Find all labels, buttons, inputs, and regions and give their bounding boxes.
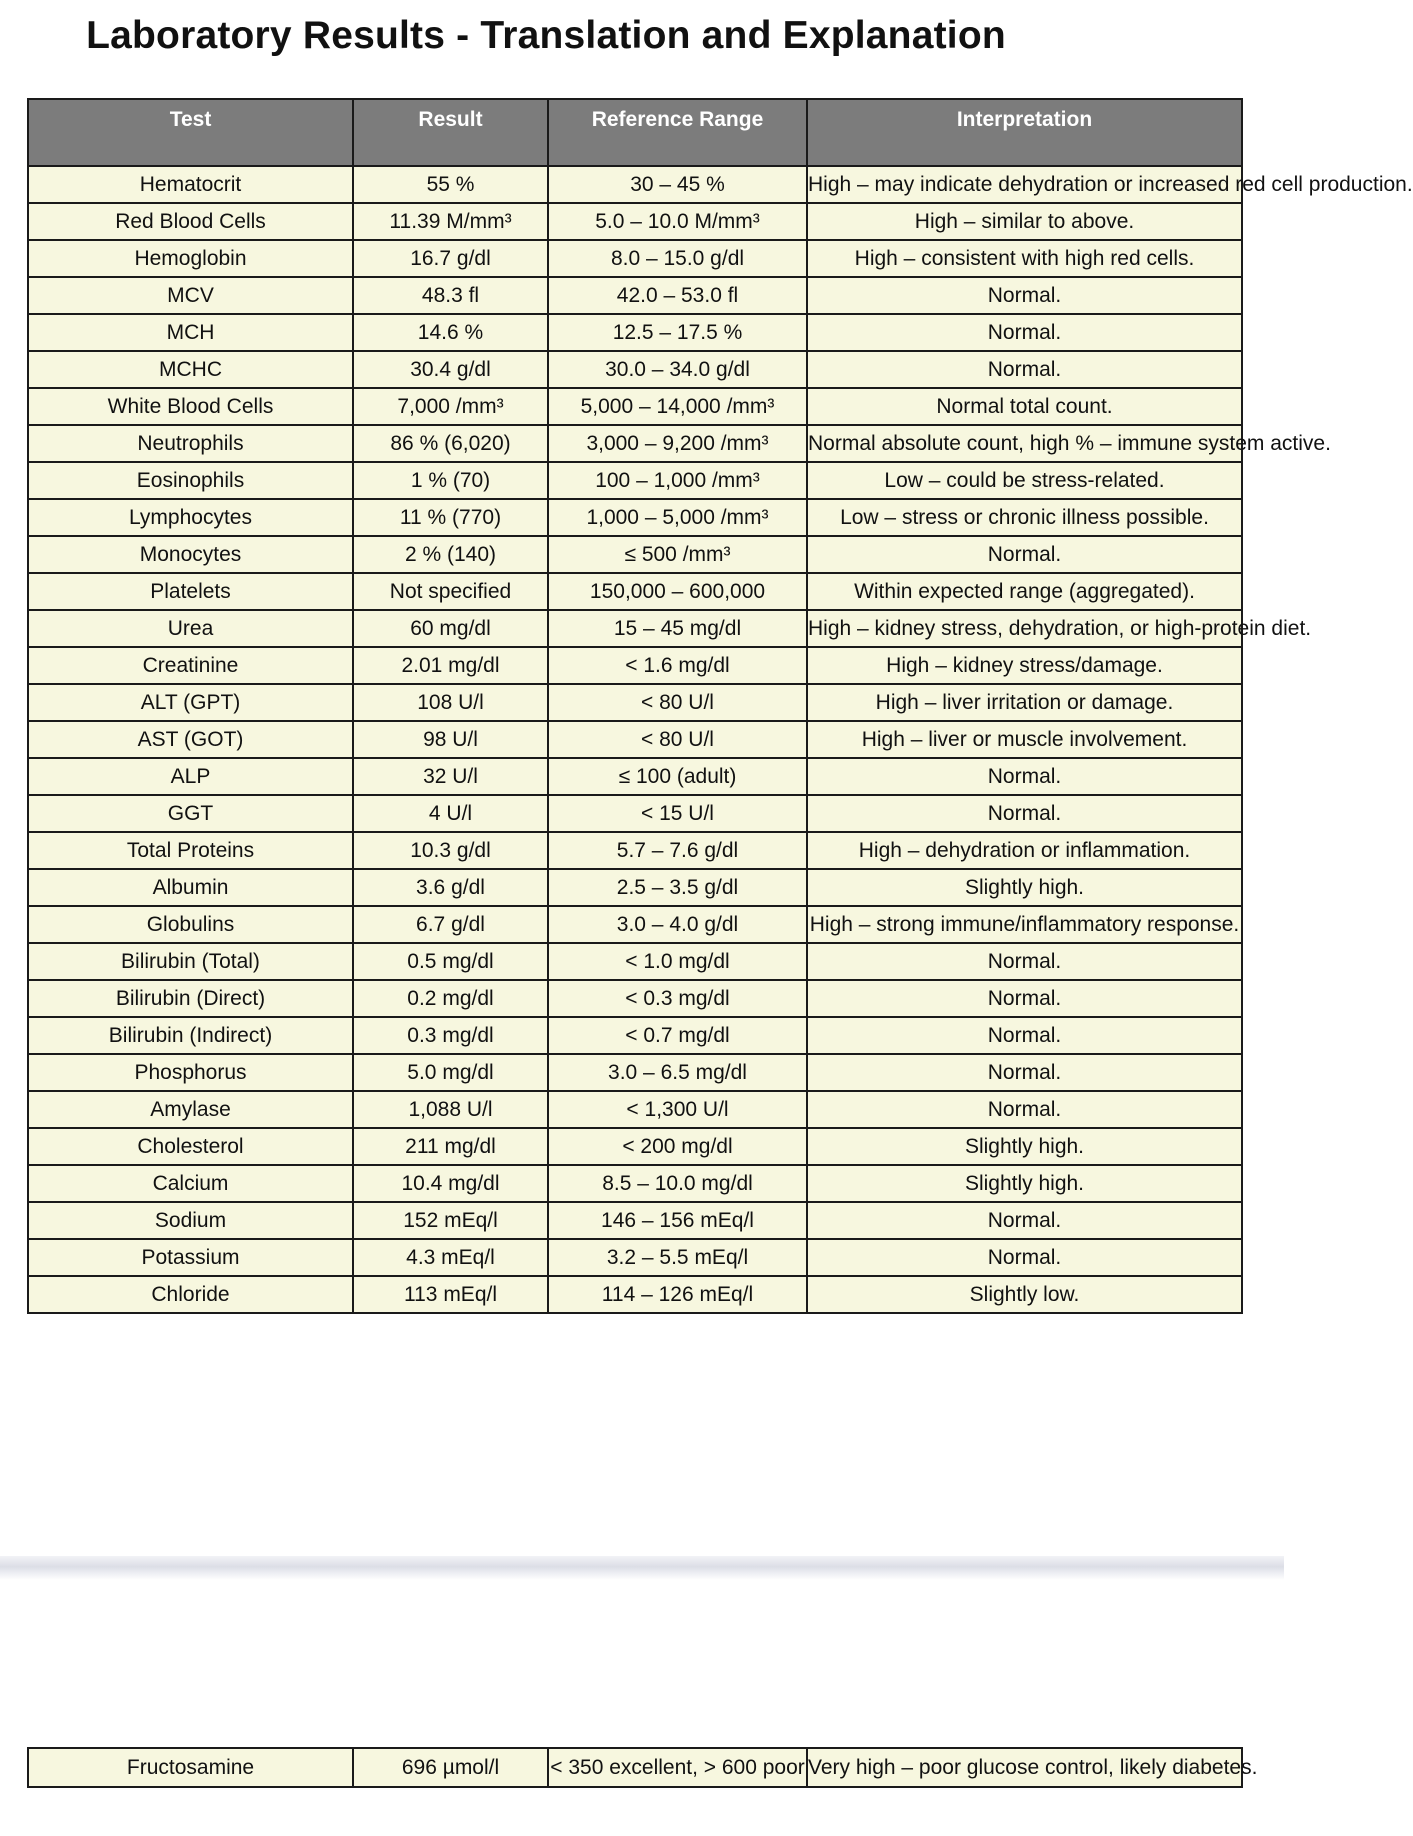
table-row [28,795,1242,832]
result-cell: 14.6 % [353,314,548,351]
interpretation-cell: Normal. [807,795,1242,832]
interpretation-cell: Slightly high. [807,1128,1242,1165]
table-row [28,388,1242,425]
test-name-cell: Bilirubin (Total) [28,943,353,980]
test-name-cell: ALT (GPT) [28,684,353,721]
table-row [28,1748,1242,1787]
test-name-cell: ALP [28,758,353,795]
reference-range-cell: < 15 U/l [548,795,807,832]
reference-range-cell: < 1,300 U/l [548,1091,807,1128]
result-cell: 55 % [353,166,548,203]
result-cell: 7,000 /mm³ [353,388,548,425]
table-row [28,203,1242,240]
table-row [28,684,1242,721]
reference-range-cell: 5.7 – 7.6 g/dl [548,832,807,869]
test-name-cell: Albumin [28,869,353,906]
table-row [28,1165,1242,1202]
test-name-cell: Hematocrit [28,166,353,203]
result-cell: 2 % (140) [353,536,548,573]
reference-range-cell: 100 – 1,000 /mm³ [548,462,807,499]
result-cell: 108 U/l [353,684,548,721]
test-name-cell: Neutrophils [28,425,353,462]
result-cell: 696 µmol/l [353,1748,548,1787]
table-row [28,906,1242,943]
table-row [28,1239,1242,1276]
result-cell: 10.4 mg/dl [353,1165,548,1202]
interpretation-cell: Normal. [807,1202,1242,1239]
reference-range-cell: ≤ 100 (adult) [548,758,807,795]
test-name-cell: Potassium [28,1239,353,1276]
table-row [28,1276,1242,1313]
test-name-cell: GGT [28,795,353,832]
reference-range-cell: 12.5 – 17.5 % [548,314,807,351]
interpretation-cell: Normal. [807,943,1242,980]
interpretation-cell: High – liver irritation or damage. [807,684,1242,721]
interpretation-cell: Low – could be stress-related. [807,462,1242,499]
result-cell: 152 mEq/l [353,1202,548,1239]
table-row [28,943,1242,980]
reference-range-cell: 30.0 – 34.0 g/dl [548,351,807,388]
reference-range-cell: 8.0 – 15.0 g/dl [548,240,807,277]
interpretation-cell: High – dehydration or inflammation. [807,832,1242,869]
table-row [28,1128,1242,1165]
interpretation-cell: Normal. [807,351,1242,388]
table-row [28,1202,1242,1239]
interpretation-cell: Normal. [807,1054,1242,1091]
result-cell: Not specified [353,573,548,610]
interpretation-cell: Normal. [807,758,1242,795]
interpretation-cell: High – may indicate dehydration or increased red cell production. [807,166,1242,203]
result-cell: 3.6 g/dl [353,869,548,906]
table-row [28,980,1242,1017]
table-row [28,240,1242,277]
reference-range-cell: 1,000 – 5,000 /mm³ [548,499,807,536]
reference-range-cell: < 1.6 mg/dl [548,647,807,684]
table-row [28,314,1242,351]
interpretation-cell: Low – stress or chronic illness possible. [807,499,1242,536]
result-cell: 86 % (6,020) [353,425,548,462]
test-name-cell: Eosinophils [28,462,353,499]
reference-range-cell: 3.0 – 4.0 g/dl [548,906,807,943]
interpretation-cell: High – kidney stress, dehydration, or high-protein diet. [807,610,1242,647]
test-name-cell: Globulins [28,906,353,943]
table-row [28,277,1242,314]
interpretation-cell: Normal. [807,1017,1242,1054]
reference-range-cell: < 0.7 mg/dl [548,1017,807,1054]
interpretation-cell: Normal. [807,277,1242,314]
interpretation-cell: Normal total count. [807,388,1242,425]
result-cell: 11.39 M/mm³ [353,203,548,240]
header-result: Result [353,99,548,166]
interpretation-cell: High – consistent with high red cells. [807,240,1242,277]
interpretation-cell: Slightly high. [807,869,1242,906]
result-cell: 11 % (770) [353,499,548,536]
reference-range-cell: 3.2 – 5.5 mEq/l [548,1239,807,1276]
result-cell: 16.7 g/dl [353,240,548,277]
test-name-cell: MCHC [28,351,353,388]
table-row [28,721,1242,758]
test-name-cell: Bilirubin (Indirect) [28,1017,353,1054]
test-name-cell: Urea [28,610,353,647]
table-row [28,758,1242,795]
test-name-cell: Monocytes [28,536,353,573]
table-row [28,832,1242,869]
table-row [28,166,1242,203]
interpretation-cell: High – strong immune/inflammatory response. [807,906,1242,943]
table-row [28,351,1242,388]
test-name-cell: White Blood Cells [28,388,353,425]
result-cell: 0.3 mg/dl [353,1017,548,1054]
table-row [28,573,1242,610]
test-name-cell: Phosphorus [28,1054,353,1091]
reference-range-cell: < 0.3 mg/dl [548,980,807,1017]
reference-range-cell: < 80 U/l [548,721,807,758]
test-name-cell: MCV [28,277,353,314]
reference-range-cell: 146 – 156 mEq/l [548,1202,807,1239]
reference-range-cell: 114 – 126 mEq/l [548,1276,807,1313]
header-interpretation: Interpretation [807,99,1242,166]
result-cell: 0.5 mg/dl [353,943,548,980]
table-row [28,647,1242,684]
reference-range-cell: 30 – 45 % [548,166,807,203]
reference-range-cell: 42.0 – 53.0 fl [548,277,807,314]
table-row [28,462,1242,499]
test-name-cell: Hemoglobin [28,240,353,277]
table-row [28,869,1242,906]
table-row [28,1054,1242,1091]
result-cell: 211 mg/dl [353,1128,548,1165]
result-cell: 30.4 g/dl [353,351,548,388]
lab-results-table [27,98,1413,1314]
interpretation-cell: Normal. [807,980,1242,1017]
interpretation-cell: Within expected range (aggregated). [807,573,1242,610]
reference-range-cell: ≤ 500 /mm³ [548,536,807,573]
test-name-cell: Calcium [28,1165,353,1202]
reference-range-cell: 5.0 – 10.0 M/mm³ [548,203,807,240]
table-row [28,536,1242,573]
interpretation-cell: Normal. [807,1239,1242,1276]
table-row [28,499,1242,536]
reference-range-cell: 3.0 – 6.5 mg/dl [548,1054,807,1091]
test-name-cell: Lymphocytes [28,499,353,536]
result-cell: 0.2 mg/dl [353,980,548,1017]
result-cell: 32 U/l [353,758,548,795]
page-title: Laboratory Results - Translation and Explanation [86,14,1006,57]
interpretation-cell: Slightly high. [807,1165,1242,1202]
result-cell: 113 mEq/l [353,1276,548,1313]
reference-range-cell: < 350 excellent, > 600 poor [548,1748,807,1787]
table-row [28,425,1242,462]
result-cell: 1 % (70) [353,462,548,499]
reference-range-cell: 5,000 – 14,000 /mm³ [548,388,807,425]
result-cell: 10.3 g/dl [353,832,548,869]
test-name-cell: Total Proteins [28,832,353,869]
result-cell: 60 mg/dl [353,610,548,647]
interpretation-cell: Slightly low. [807,1276,1242,1313]
interpretation-cell: High – similar to above. [807,203,1242,240]
interpretation-cell: High – kidney stress/damage. [807,647,1242,684]
table-row [28,1017,1242,1054]
test-name-cell: Sodium [28,1202,353,1239]
test-name-cell: Amylase [28,1091,353,1128]
reference-range-cell: 3,000 – 9,200 /mm³ [548,425,807,462]
reference-range-cell: 2.5 – 3.5 g/dl [548,869,807,906]
result-cell: 48.3 fl [353,277,548,314]
header-test: Test [28,99,353,166]
test-name-cell: Bilirubin (Direct) [28,980,353,1017]
test-name-cell: Fructosamine [28,1748,353,1787]
test-name-cell: AST (GOT) [28,721,353,758]
interpretation-cell: Normal. [807,314,1242,351]
reference-range-cell: < 200 mg/dl [548,1128,807,1165]
interpretation-cell: Normal. [807,536,1242,573]
test-name-cell: Creatinine [28,647,353,684]
result-cell: 1,088 U/l [353,1091,548,1128]
table-header-row [28,99,1242,166]
table-row [28,610,1242,647]
test-name-cell: Red Blood Cells [28,203,353,240]
interpretation-cell: Very high – poor glucose control, likely diabetes. [807,1748,1242,1787]
reference-range-cell: < 80 U/l [548,684,807,721]
reference-range-cell: < 1.0 mg/dl [548,943,807,980]
reference-range-cell: 150,000 – 600,000 [548,573,807,610]
lab-results-table-continued [27,1747,1258,1788]
test-name-cell: Chloride [28,1276,353,1313]
result-cell: 6.7 g/dl [353,906,548,943]
result-cell: 4 U/l [353,795,548,832]
result-cell: 98 U/l [353,721,548,758]
test-name-cell: Cholesterol [28,1128,353,1165]
interpretation-cell: Normal absolute count, high % – immune system active. [807,425,1242,462]
interpretation-cell: High – liver or muscle involvement. [807,721,1242,758]
header-reference-range: Reference Range [548,99,807,166]
result-cell: 5.0 mg/dl [353,1054,548,1091]
interpretation-cell: Normal. [807,1091,1242,1128]
table-row [28,1091,1242,1128]
result-cell: 2.01 mg/dl [353,647,548,684]
test-name-cell: Platelets [28,573,353,610]
result-cell: 4.3 mEq/l [353,1239,548,1276]
reference-range-cell: 15 – 45 mg/dl [548,610,807,647]
test-name-cell: MCH [28,314,353,351]
reference-range-cell: 8.5 – 10.0 mg/dl [548,1165,807,1202]
page-separator [0,1556,1284,1580]
